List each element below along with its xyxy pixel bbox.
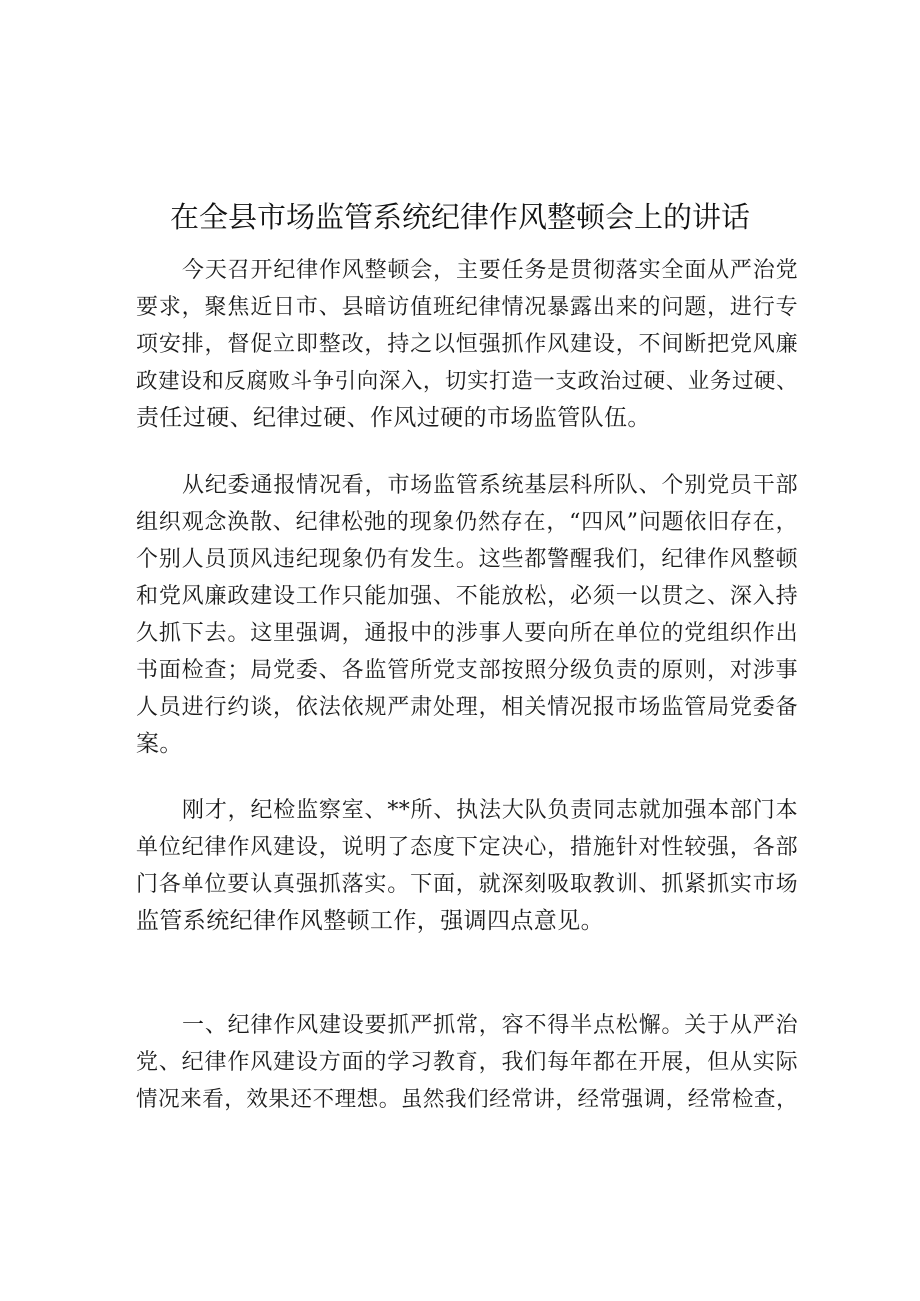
paragraph-line: 单位纪律作风建设，说明了态度下定决心，措施针对性较强，各部	[136, 835, 798, 860]
paragraph-line: 党、纪律作风建设方面的学习教育，我们每年都在开展，但从实际	[136, 1050, 798, 1075]
paragraph-line: 要求，聚焦近日市、县暗访值班纪律情况暴露出来的问题，进行专	[136, 295, 798, 320]
paragraph-line: 和党风廉政建设工作只能加强、不能放松，必须一以贯之、深入持	[136, 584, 798, 609]
paragraph-line: 组织观念涣散、纪律松弛的现象仍然存在，“四风”问题依旧存在，	[136, 510, 798, 535]
paragraph-department-statements	[136, 792, 798, 940]
paragraph-line: 责任过硬、纪律过硬、作风过硬的市场监管队伍。	[136, 405, 651, 431]
paragraph-line: 监管系统纪律作风整顿工作，强调四点意见。	[136, 908, 604, 934]
paragraph-line: 情况来看，效果还不理想。虽然我们经常讲，经常强调，经常检查，	[136, 1087, 798, 1112]
paragraph-line: 个别人员顶风违纪现象仍有发生。这些都警醒我们，纪律作风整顿	[136, 547, 798, 572]
paragraph-line: 门各单位要认真强抓落实。下面，就深刻吸取教训、抓紧抓实市场	[136, 872, 798, 897]
paragraph-discipline-report	[136, 467, 798, 763]
paragraph-line: 政建设和反腐败斗争引向深入，切实打造一支政治过硬、业务过硬、	[136, 369, 798, 394]
paragraph-point-one	[136, 1007, 798, 1118]
document-title: 在全县市场监管系统纪律作风整顿会上的讲话	[169, 200, 750, 234]
paragraph-line: 一、纪律作风建设要抓严抓常，容不得半点松懈。关于从严治	[182, 1013, 798, 1038]
paragraph-line: 案。	[136, 731, 183, 757]
paragraph-line: 人员进行约谈，依法依规严肃处理，相关情况报市场监管局党委备	[136, 695, 798, 720]
paragraph-line: 从纪委通报情况看，市场监管系统基层科所队、个别党员干部	[182, 473, 798, 498]
paragraph-line: 项安排，督促立即整改，持之以恒强抓作风建设，不间断把党风廉	[136, 332, 798, 357]
paragraph-line: 书面检查；局党委、各监管所党支部按照分级负责的原则，对涉事	[136, 658, 798, 683]
paragraph-opening	[136, 252, 798, 437]
paragraph-line: 刚才，纪检监察室、**所、执法大队负责同志就加强本部门本	[182, 798, 798, 823]
paragraph-line: 今天召开纪律作风整顿会，主要任务是贯彻落实全面从严治党	[182, 258, 798, 283]
paragraph-line: 久抓下去。这里强调，通报中的涉事人要向所在单位的党组织作出	[136, 621, 798, 646]
